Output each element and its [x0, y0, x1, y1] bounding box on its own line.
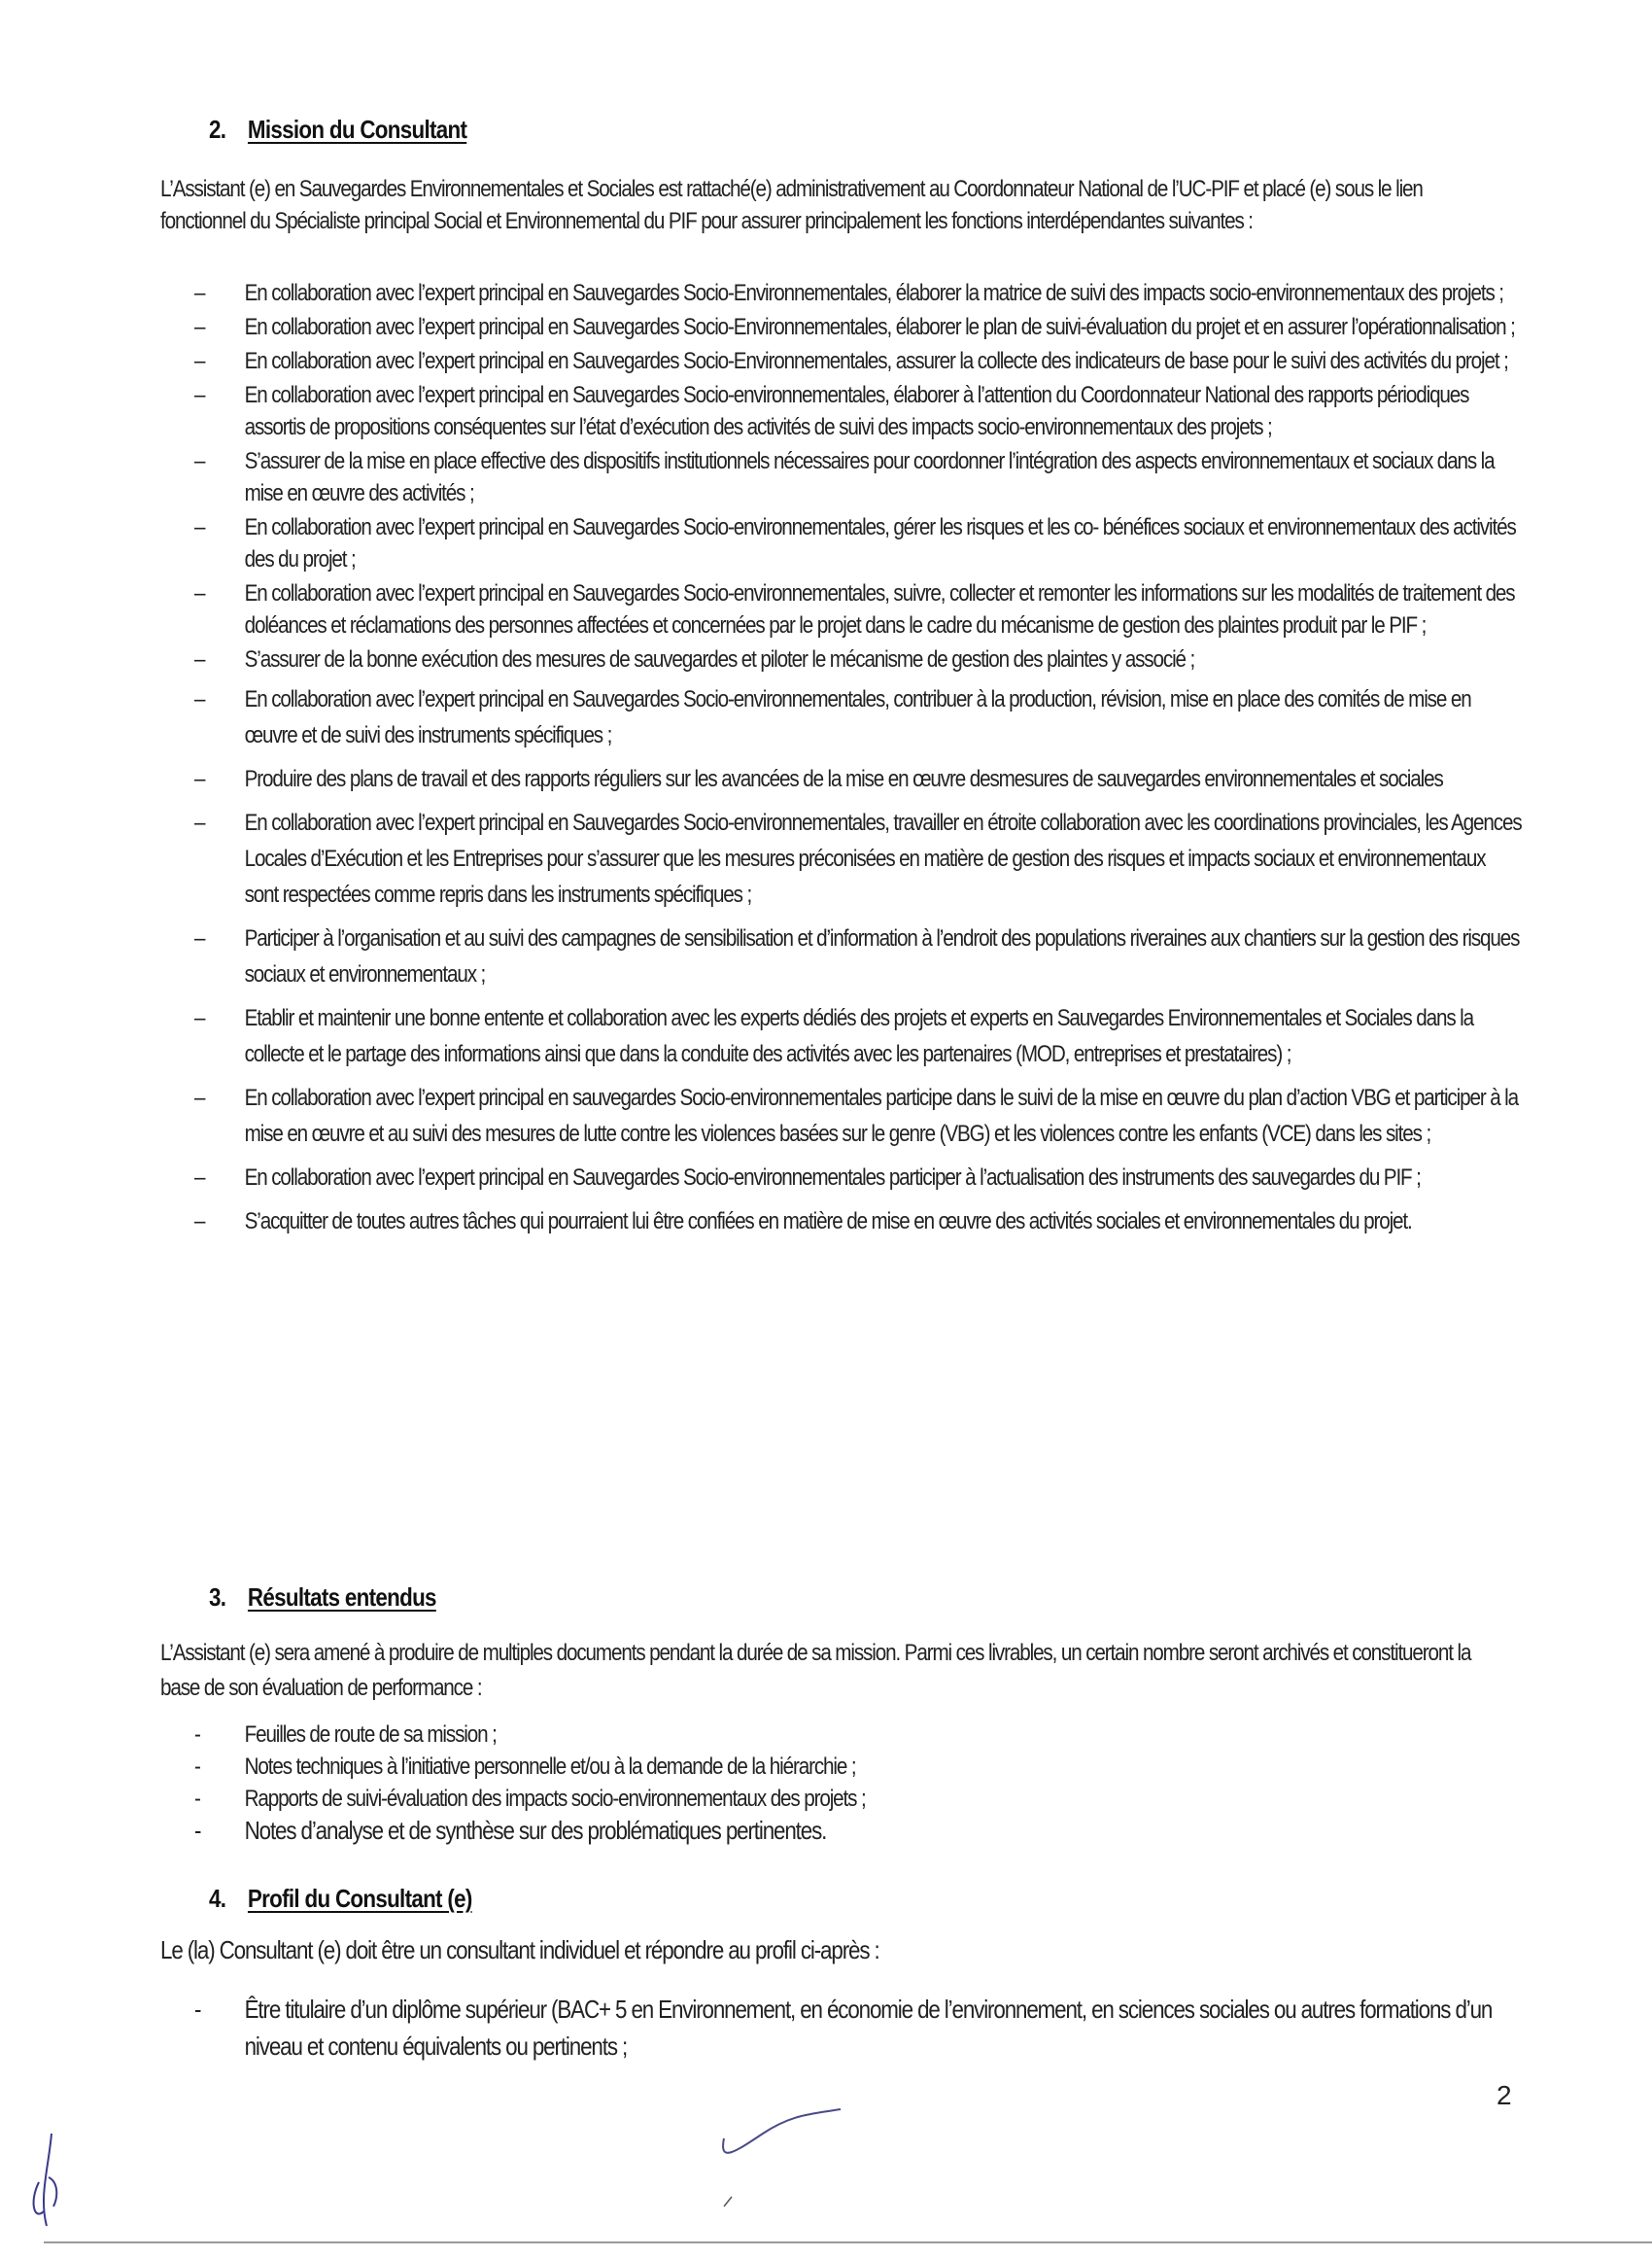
list-item: – En collaboration avec l’expert principal en Sauvegardes Socio-environnementales, travailler en étroite collaboration avec les coordinations provinciales, les Agences Locales d’Exécution et les Entreprises pour s’assurer que les mesures préconisées en matière de gestion des risques et impacts sociaux et environnementaux sont respectées comme repris dans les instruments spécifiques ;: [194, 810, 1522, 908]
list-item: - Notes d’analyse et de synthèse sur des problématiques pertinentes.: [194, 1816, 827, 1845]
section-heading-mission: [209, 115, 466, 145]
section-title: Profil du Consultant (e): [247, 1884, 472, 1913]
list-item: – En collaboration avec l’expert principal en Sauvegardes Socio-Environnementales, élaborer la matrice de suivi des impacts socio-environnementaux des projets ;: [194, 280, 1503, 306]
section-title: Résultats entendus: [247, 1582, 436, 1612]
section-heading-resultats: [209, 1582, 436, 1613]
list-item: – En collaboration avec l’expert principal en Sauvegardes Socio-environnementales, suivre, collecter et remonter les informations sur les modalités de traitement des doléances et réclamations des personnes affectées et concernées par le projet dans le cadre du mécanisme de gestion des plaintes produit par le PIF ;: [194, 580, 1515, 639]
section-number: 4.: [209, 1884, 226, 1913]
section-title: Mission du Consultant: [247, 115, 467, 144]
list-item: - Être titulaire d’un diplôme supérieur (BAC+ 5 en Environnement, en économie de l’environnement, en sciences sociales ou autres formations d’un niveau et contenu équivalents ou pertinents ;: [194, 1995, 1493, 2061]
list-item: – S’acquitter de toutes autres tâches qui pourraient lui être confiées en matière de mise en œuvre des activités sociales et environnementales du projet.: [194, 1208, 1412, 1234]
mission-list: [194, 277, 1523, 1239]
list-item: – Produire des plans de travail et des rapports réguliers sur les avancées de la mise en œuvre desmesures de sauvegardes environnementales et sociales: [194, 766, 1443, 792]
list-item: – En collaboration avec l’expert principal en Sauvegardes Socio-Environnementales, assurer la collecte des indicateurs de base pour le suivi des activités du projet ;: [194, 348, 1508, 374]
page-bottom-divider: [44, 2241, 1652, 2243]
list-item: – En collaboration avec l’expert principal en Sauvegardes Socio-Environnementales, élaborer le plan de suivi-évaluation du projet et en assurer l’opérationnalisation ;: [194, 314, 1515, 340]
list-item: - Feuilles de route de sa mission ;: [194, 1721, 497, 1748]
profil-intro: Le (la) Consultant (e) doit être un consultant individuel et répondre au profil ci-après :: [160, 1935, 879, 1964]
page-number: 2: [1497, 2080, 1512, 2110]
list-item: – En collaboration avec l’expert principal en Sauvegardes Socio-environnementales, gérer les risques et les co- bénéfices sociaux et environnementaux des activités des du projet ;: [194, 514, 1516, 573]
list-item: - Rapports de suivi-évaluation des impacts socio-environnementaux des projets ;: [194, 1786, 866, 1812]
list-item: – En collaboration avec l’expert principal en Sauvegardes Socio-environnementales, contribuer à la production, révision, mise en place des comités de mise en œuvre et de suivi des instruments spécifiques ;: [194, 686, 1471, 748]
profil-list: [194, 1991, 1523, 2065]
handwritten-checkmark-icon: [705, 2104, 850, 2211]
list-item: – En collaboration avec l’expert principal en Sauvegardes Socio-environnementales, élaborer à l’attention du Coordonnateur National des rapports périodiques assortis de propositions conséquentes sur l’état d’exécution des activités de suivi des impacts socio-environnementaux des projets ;: [194, 382, 1469, 440]
list-item: - Notes techniques à l’initiative personnelle et/ou à la demande de la hiérarchie ;: [194, 1754, 856, 1780]
list-item: – En collaboration avec l’expert principal en sauvegardes Socio-environnementales participe dans le suivi de la mise en œuvre du plan d’action VBG et participer à la mise en œuvre et au suivi des mesures de lutte contre les violences basées sur le genre (VBG) et les violences contre les enfants (VCE) dans les sites ;: [194, 1085, 1519, 1147]
section-number: 3.: [209, 1582, 226, 1612]
list-item: – S’assurer de la mise en place effective des dispositifs institutionnels nécessaires pour coordonner l’intégration des aspects environnementaux et sociaux dans la mise en œuvre des activités ;: [194, 448, 1495, 506]
list-item: – S’assurer de la bonne exécution des mesures de sauvegardes et piloter le mécanisme de gestion des plaintes y associé ;: [194, 646, 1195, 673]
resultats-list: [194, 1719, 1523, 1847]
section-heading-profil: [209, 1884, 472, 1914]
list-item: – En collaboration avec l’expert principal en Sauvegardes Socio-environnementales participer à l’actualisation des instruments des sauvegardes du PIF ;: [194, 1164, 1421, 1191]
section-number: 2.: [209, 115, 226, 144]
list-item: – Participer à l’organisation et au suivi des campagnes de sensibilisation et d’information à l’endroit des populations riveraines aux chantiers sur la gestion des risques sociaux et environnementaux ;: [194, 925, 1520, 988]
signature-initials-icon: [19, 2129, 78, 2236]
mission-intro: L’Assistant (e) en Sauvegardes Environnementales et Sociales est rattaché(e) administrativement au Coordonnateur National de l’UC-PIF et placé (e) sous le lien fonctionnel du Spécialiste principal Social et Environnemental du PIF pour assurer principalement les fonctions interdépendantes suivantes :: [160, 176, 1423, 234]
resultats-intro: L’Assistant (e) sera amené à produire de multiples documents pendant la durée de sa mission. Parmi ces livrables, un certain nombre seront archivés et constitueront la base de son évaluation de performance :: [160, 1640, 1471, 1701]
list-item: – Etablir et maintenir une bonne entente et collaboration avec les experts dédiés des projets et experts en Sauvegardes Environnementales et Sociales dans la collecte et le partage des informations ainsi que dans la conduite des activités avec les partenaires (MOD, entreprises et prestataires) ;: [194, 1005, 1473, 1067]
